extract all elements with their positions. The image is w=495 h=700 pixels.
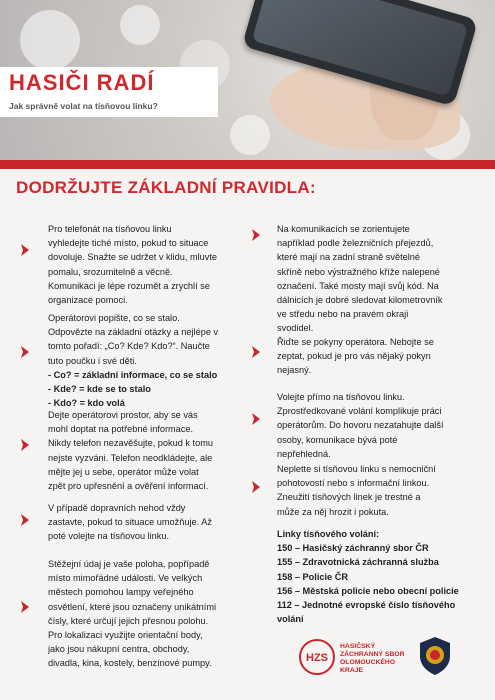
tip-traffic-accident: V případě dopravních nehod vždy zastavte, pokud to situace umožňuje. Až poté volejte na tísňovou linku.: [48, 503, 212, 542]
tip-what-where-who: Operátorovi popište, co se stalo. Odpovězte na základní otázky a nejlépe v tomto pořadí: „Co? Kde? Kdo?“. Naučte tuto poučku i své děti. - Co? = základní informace, co se stalo - Kde? = kde se to stalo - Kdo? = kdo volá: [48, 313, 219, 409]
chevron-right-icon: [18, 513, 32, 527]
tip-follow-operator: Řiďte se pokyny operátora. Nebojte se zeptat, pokud je pro vás nějaký pokyn nejasný.: [277, 337, 434, 376]
emergency-line-item: 155 – Zdravotnická záchranná služba: [277, 557, 439, 568]
emergency-lines: [277, 527, 477, 626]
tip-give-space: Dejte operátorovi prostor, aby se vás mohl doptat na potřebné informace. Nikdy telefon nezavěšujte, pokud k tomu nejste vyzváni. Telefon neodkládejte, ale mějte jej u sebe, operátor může volat zpět pro upřesnění a ověření informací.: [48, 410, 213, 492]
emergency-line-item: volání: [277, 614, 304, 625]
chevron-right-icon: [18, 438, 32, 452]
emergency-line-item: 156 – Městská policie nebo obecní policie: [277, 585, 459, 596]
emergency-line-item: 150 – Hasičský záchranný sbor ČR: [277, 543, 429, 554]
chevron-right-icon: [249, 228, 263, 242]
page-subtitle: Jak správně volat na tísňovou linku?: [9, 101, 158, 111]
section-heading: DODRŽUJTE ZÁKLADNÍ PRAVIDLA:: [16, 178, 316, 197]
chevron-right-icon: [18, 600, 32, 614]
chevron-right-icon: [18, 345, 32, 359]
tip-quiet-place: Pro telefonát na tísňovou linku vyhledejte tiché místo, pokud to situace dovoluje. Snažte se udržet v klidu, mluvte pomalu, srozumitelně a věcně. Komunikaci je lépe rozumět a zrychlí se organizace pomoci.: [48, 224, 218, 306]
tip-location: Stěžejní údaj je vaše poloha, popřípadě místo mimořádné události. Ve velkých městech pomohou lampy veřejného osvětlení, které jsou označeny unikátními čísly, které určují jejich přesnou polohu. Pro lokalizaci využijte orientační body, jako jsou nákupní centra, obchody, divadla, kina, kostely, benzínové pumpy.: [48, 559, 217, 669]
emergency-lines-title: Linky tísňového volání:: [277, 529, 380, 539]
chevron-right-icon: [249, 412, 263, 426]
tip-dont-confuse: Neplette si tísňovou linku s nemocniční pohotovostí nebo s informační linkou. Zneužití tísňových linek je trestné a může za něj hrozit i pokuta.: [277, 464, 436, 517]
chevron-right-icon: [249, 480, 263, 494]
tip-call-directly: Volejte přímo na tísňovou linku. Zprostředkované volání komplikuje práci operátorům. Do hovoru nezatahujte další osoby, komunikace bývá poté nepřehledná.: [277, 392, 444, 459]
emergency-line-item: 112 – Jednotné evropské číslo tísňového: [277, 600, 456, 611]
accent-bar: [0, 160, 495, 169]
hzs-logo: [298, 638, 336, 676]
fire-rescue-badge-icon: [418, 636, 452, 676]
tip-road-orientation: Na komunikacích se zorientujete například podle železničních přejezdů, které mají na zadní straně světelné skříně nebo výstražného kříže nalepené označení. Také mosty mají svůj kód. Na dálnicích je dobré sledovat kilometrovník ve středu nebo na pravém okraji svodidel.: [277, 224, 443, 334]
chevron-right-icon: [249, 345, 263, 359]
hzs-logo-mark: HZS: [306, 652, 328, 664]
organization-name: HASIČSKÝ ZÁCHRANNÝ SBOR OLOMOUCKÉHO KRAJE: [340, 643, 405, 674]
emergency-line-item: 158 – Policie ČR: [277, 571, 348, 582]
page-title: HASIČI RADÍ: [9, 70, 155, 95]
chevron-right-icon: [18, 243, 32, 257]
